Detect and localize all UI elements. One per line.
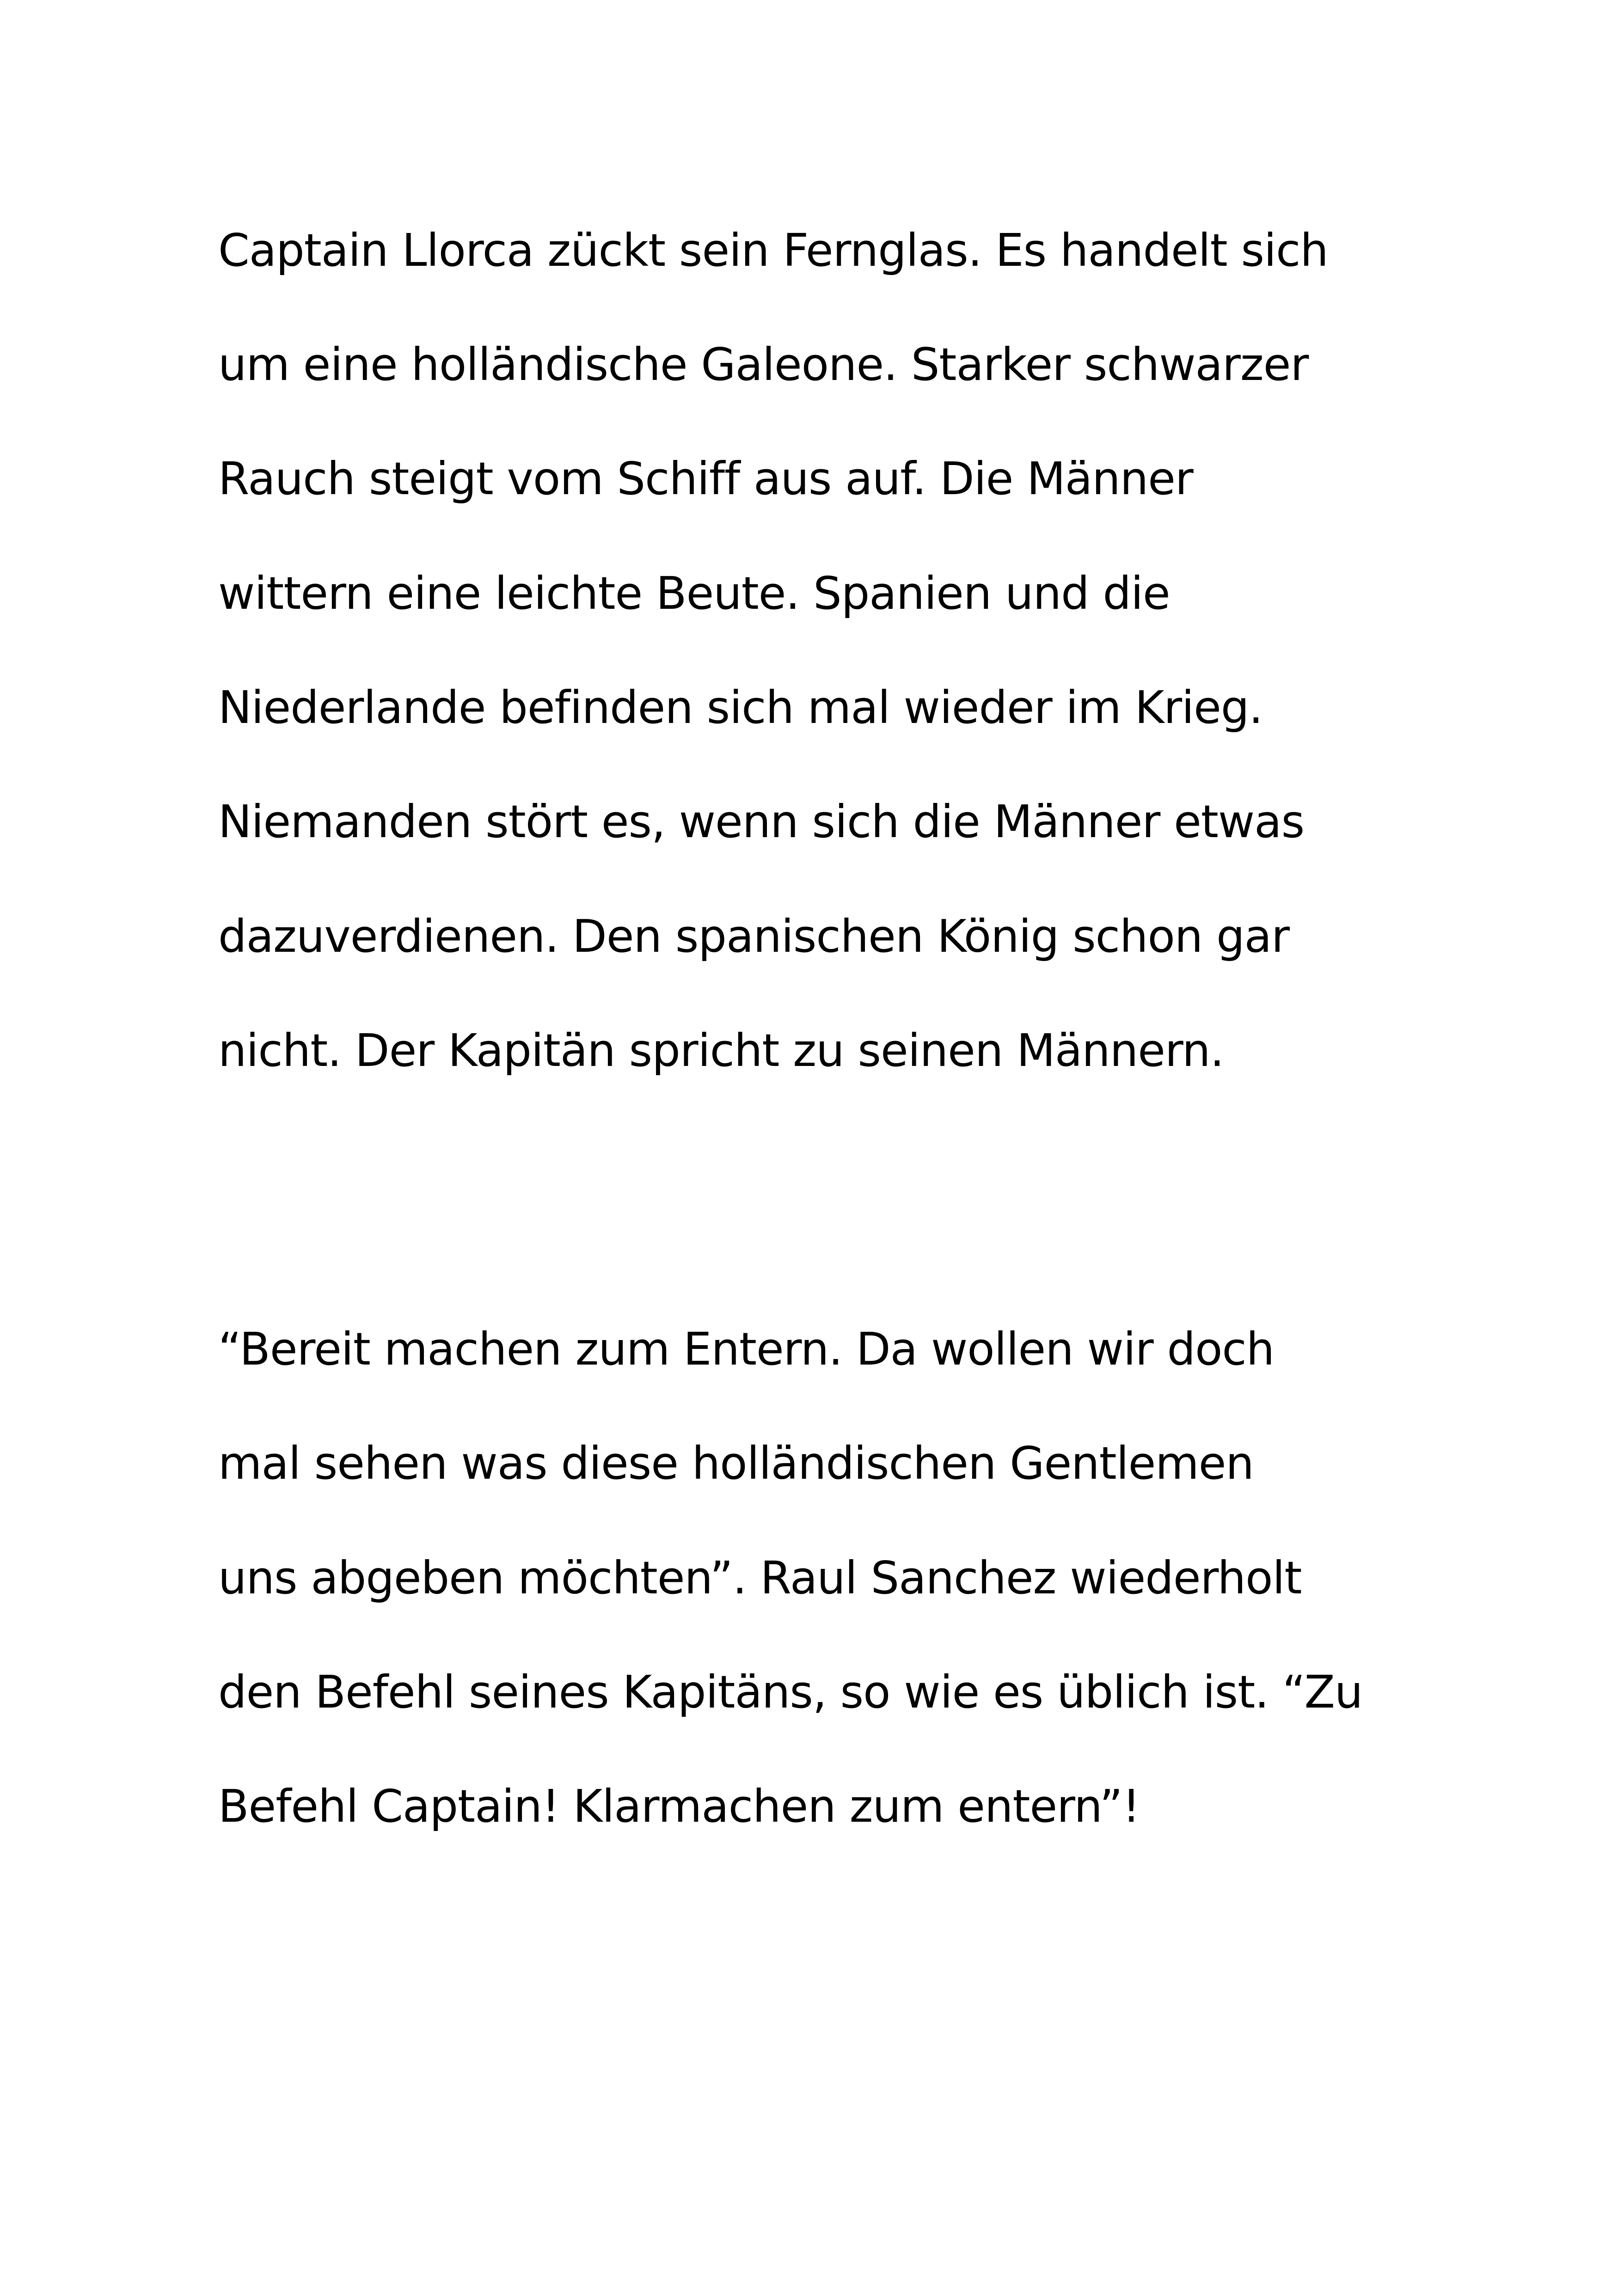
text-line: Niemanden stört es, wenn sich die Männer etwas [218,796,1305,848]
text-line: nicht. Der Kapitän spricht zu seinen Männern. [218,1024,1224,1077]
text-line: Captain Llorca zückt sein Fernglas. Es handelt sich [218,224,1328,276]
text-line: mal sehen was diese holländischen Gentlemen [218,1437,1254,1489]
text-line: “Bereit machen zum Entern. Da wollen wir doch [218,1323,1275,1375]
text-line: um eine holländische Galeone. Starker schwarzer [218,338,1309,391]
text-line: uns abgeben möchten”. Raul Sanchez wiederholt [218,1552,1302,1604]
text-line: dazuverdienen. Den spanischen König schon gar [218,910,1290,962]
text-line: Befehl Captain! Klarmachen zum entern”! [218,1780,1140,1832]
text-line: den Befehl seines Kapitäns, so wie es üblich ist. “Zu [218,1666,1363,1718]
text-line: Rauch steigt vom Schiff aus auf. Die Männer [218,453,1193,505]
text-line: wittern eine leichte Beute. Spanien und die [218,567,1170,619]
text-line: Niederlande befinden sich mal wieder im Krieg. [218,681,1263,734]
